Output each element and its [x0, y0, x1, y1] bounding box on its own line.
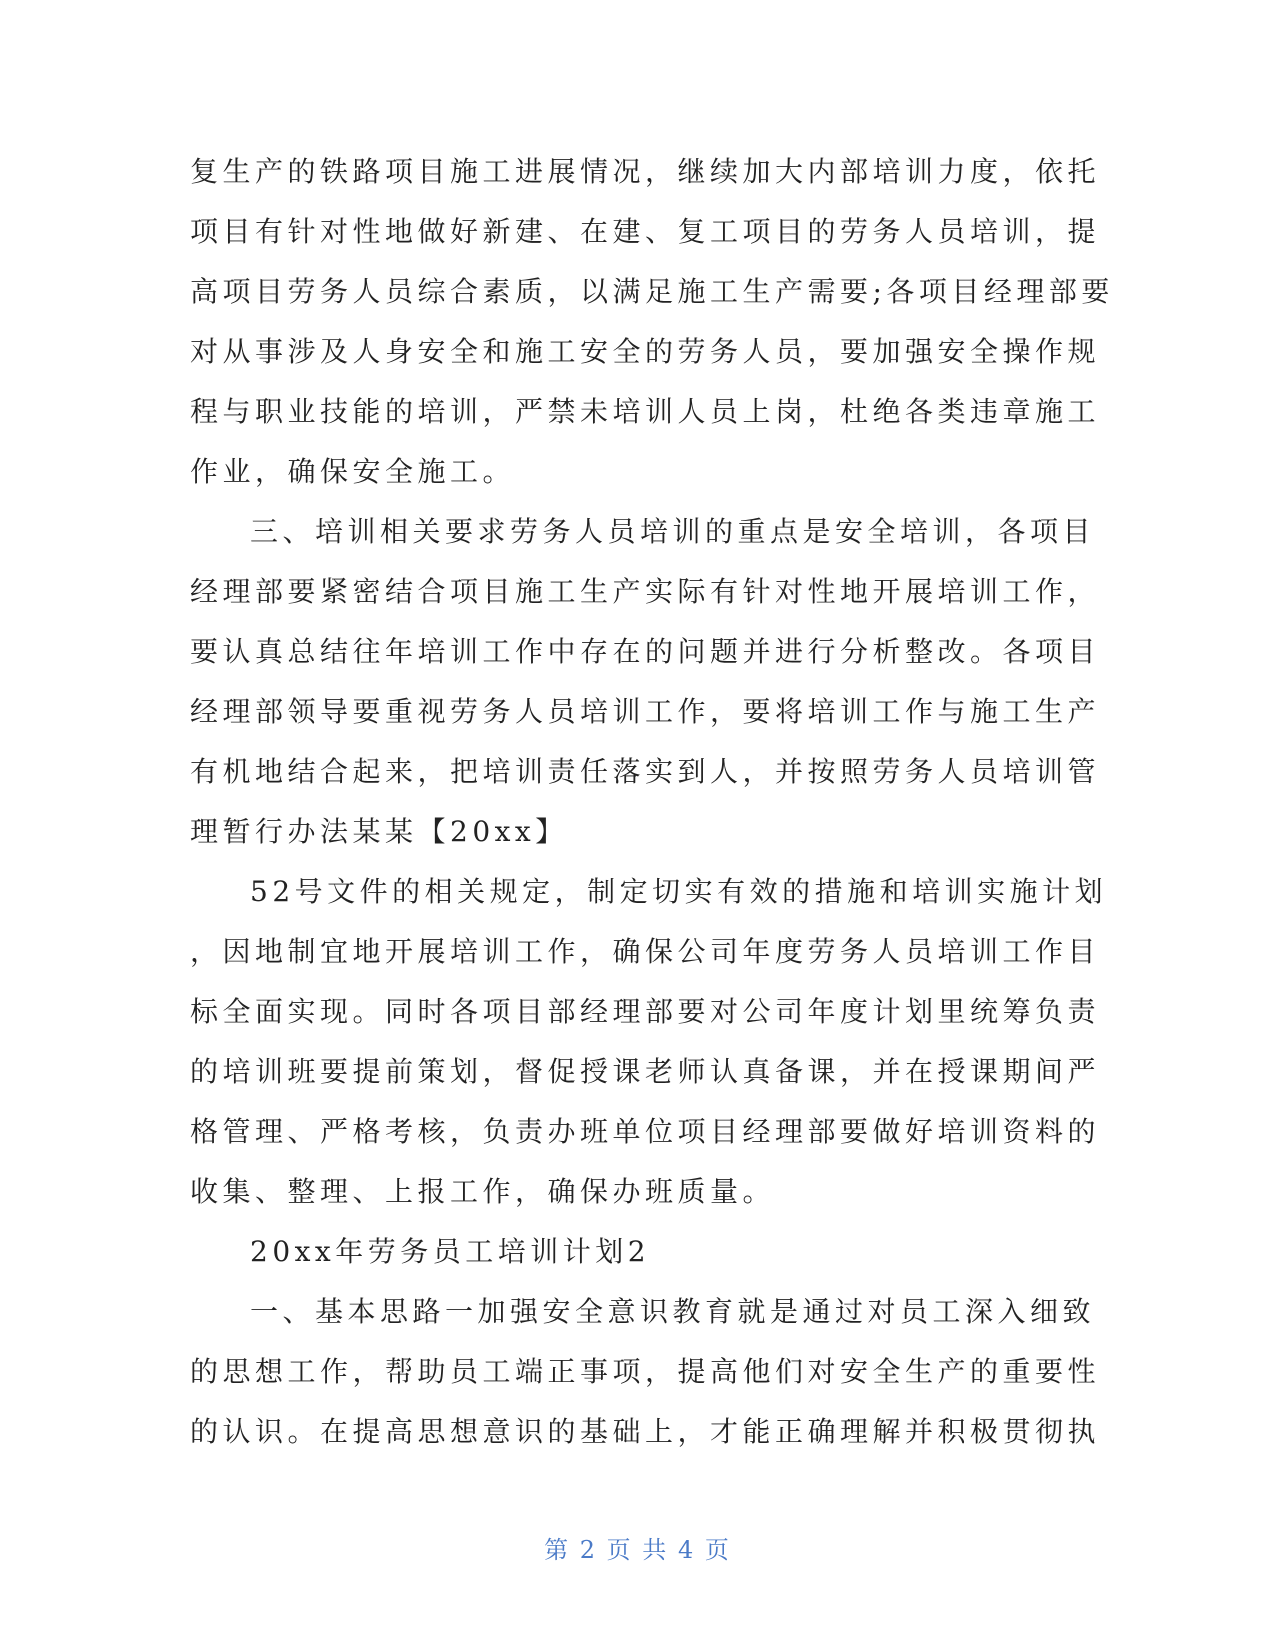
text-line: 的培训班要提前策划，督促授课老师认真备课，并在授课期间严: [190, 1055, 1101, 1088]
text-line: 项目有针对性地做好新建、在建、复工项目的劳务人员培训，提: [190, 215, 1101, 248]
text-line: 作业，确保安全施工。: [190, 455, 516, 488]
text-line: 标全面实现。同时各项目部经理部要对公司年度计划里统筹负责: [190, 995, 1101, 1028]
text-line: 一、基本思路一加强安全意识教育就是通过对员工深入细致: [250, 1295, 1096, 1328]
text-line: 理暂行办法某某【20xx】: [190, 815, 568, 848]
text-line: 经理部领导要重视劳务人员培训工作，要将培训工作与施工生产: [190, 695, 1101, 728]
text-line: 收集、整理、上报工作，确保办班质量。: [190, 1175, 776, 1208]
text-line: 20xx年劳务员工培训计划2: [250, 1235, 651, 1268]
document-body: [190, 142, 1114, 1462]
text-line: 三、培训相关要求劳务人员培训的重点是安全培训，各项目: [250, 515, 1096, 548]
text-line: 高项目劳务人员综合素质，以满足施工生产需要;各项目经理部要: [190, 275, 1114, 308]
text-line: 52号文件的相关规定，制定切实有效的措施和培训实施计划: [250, 875, 1108, 908]
text-line: 经理部要紧密结合项目施工生产实际有针对性地开展培训工作，: [190, 575, 1101, 608]
text-line: 的认识。在提高思想意识的基础上，才能正确理解并积极贯彻执: [190, 1415, 1101, 1448]
text-line: 有机地结合起来，把培训责任落实到人，并按照劳务人员培训管: [190, 755, 1101, 788]
text-line: 程与职业技能的培训，严禁未培训人员上岗，杜绝各类违章施工: [190, 395, 1101, 428]
text-line: 格管理、严格考核，负责办班单位项目经理部要做好培训资料的: [190, 1115, 1101, 1148]
page-footer: 第 2 页 共 4 页: [544, 1536, 731, 1564]
text-line: 复生产的铁路项目施工进展情况，继续加大内部培训力度，依托: [190, 155, 1101, 188]
text-line: ，因地制宜地开展培训工作，确保公司年度劳务人员培训工作目: [190, 935, 1101, 968]
text-line: 要认真总结往年培训工作中存在的问题并进行分析整改。各项目: [190, 635, 1101, 668]
text-line: 对从事涉及人身安全和施工安全的劳务人员，要加强安全操作规: [190, 335, 1101, 368]
text-line: 的思想工作，帮助员工端正事项，提高他们对安全生产的重要性: [190, 1355, 1101, 1388]
